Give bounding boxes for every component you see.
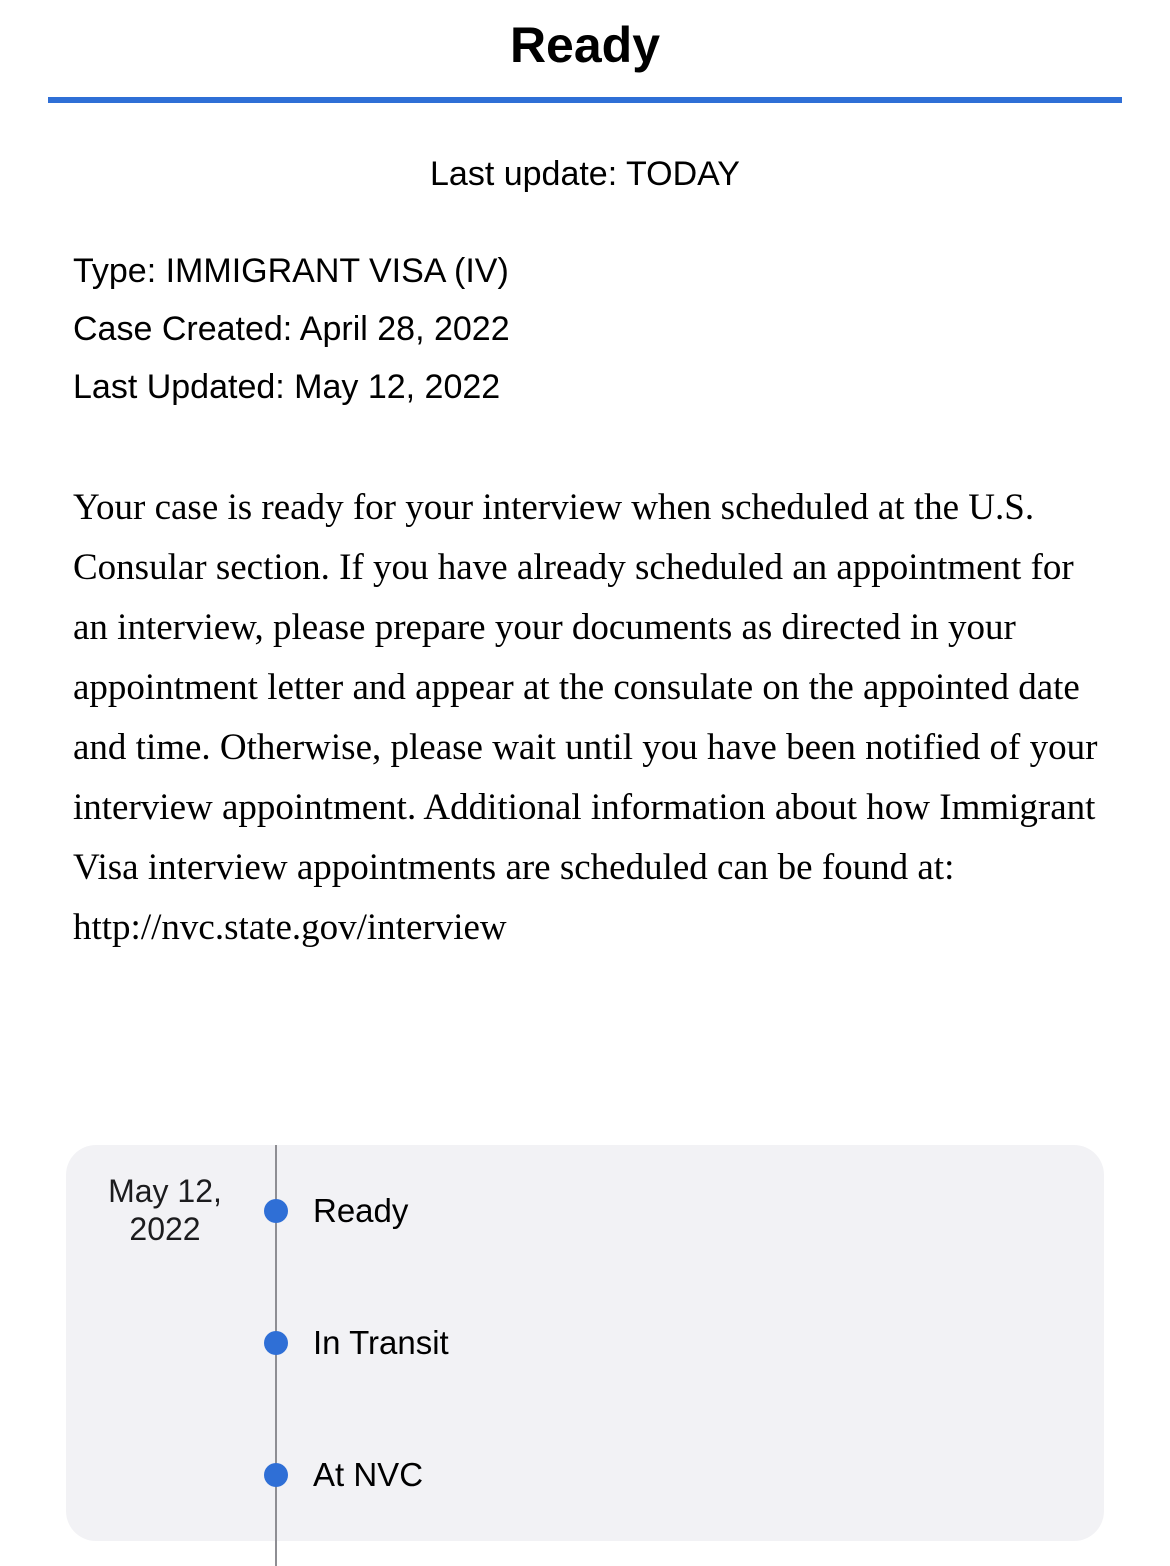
timeline-date: May 12, 2022	[108, 1173, 222, 1247]
timeline-dot-at-nvc	[264, 1463, 288, 1487]
status-description: Your case is ready for your interview when scheduled at the U.S. Consular section. If you have already scheduled an appointment for an interview, please prepare your documents as directed in your appointment letter and appear at the consulate on the appointed date and time. Otherwise, please wait until you have been notified of your interview appointment. Additional information about how Immigrant Visa interview appointments are scheduled can be found at: http://nvc.state.gov/interview	[73, 487, 1098, 948]
case-details	[73, 242, 510, 416]
case-created-date: Case Created: April 28, 2022	[73, 310, 510, 348]
case-type: Type: IMMIGRANT VISA (IV)	[73, 252, 509, 290]
last-update-text: Last update: TODAY	[430, 155, 740, 193]
case-last-updated-date: Last Updated: May 12, 2022	[73, 368, 501, 406]
timeline-event-at-nvc: At NVC	[313, 1456, 424, 1493]
status-progress-bar	[48, 97, 1122, 103]
timeline-dot-ready	[264, 1199, 288, 1223]
timeline-dot-in-transit	[264, 1331, 288, 1355]
page-title: Ready	[509, 17, 661, 73]
timeline-event-ready: Ready	[313, 1192, 409, 1229]
timeline-event-in-transit: In Transit	[313, 1324, 449, 1361]
